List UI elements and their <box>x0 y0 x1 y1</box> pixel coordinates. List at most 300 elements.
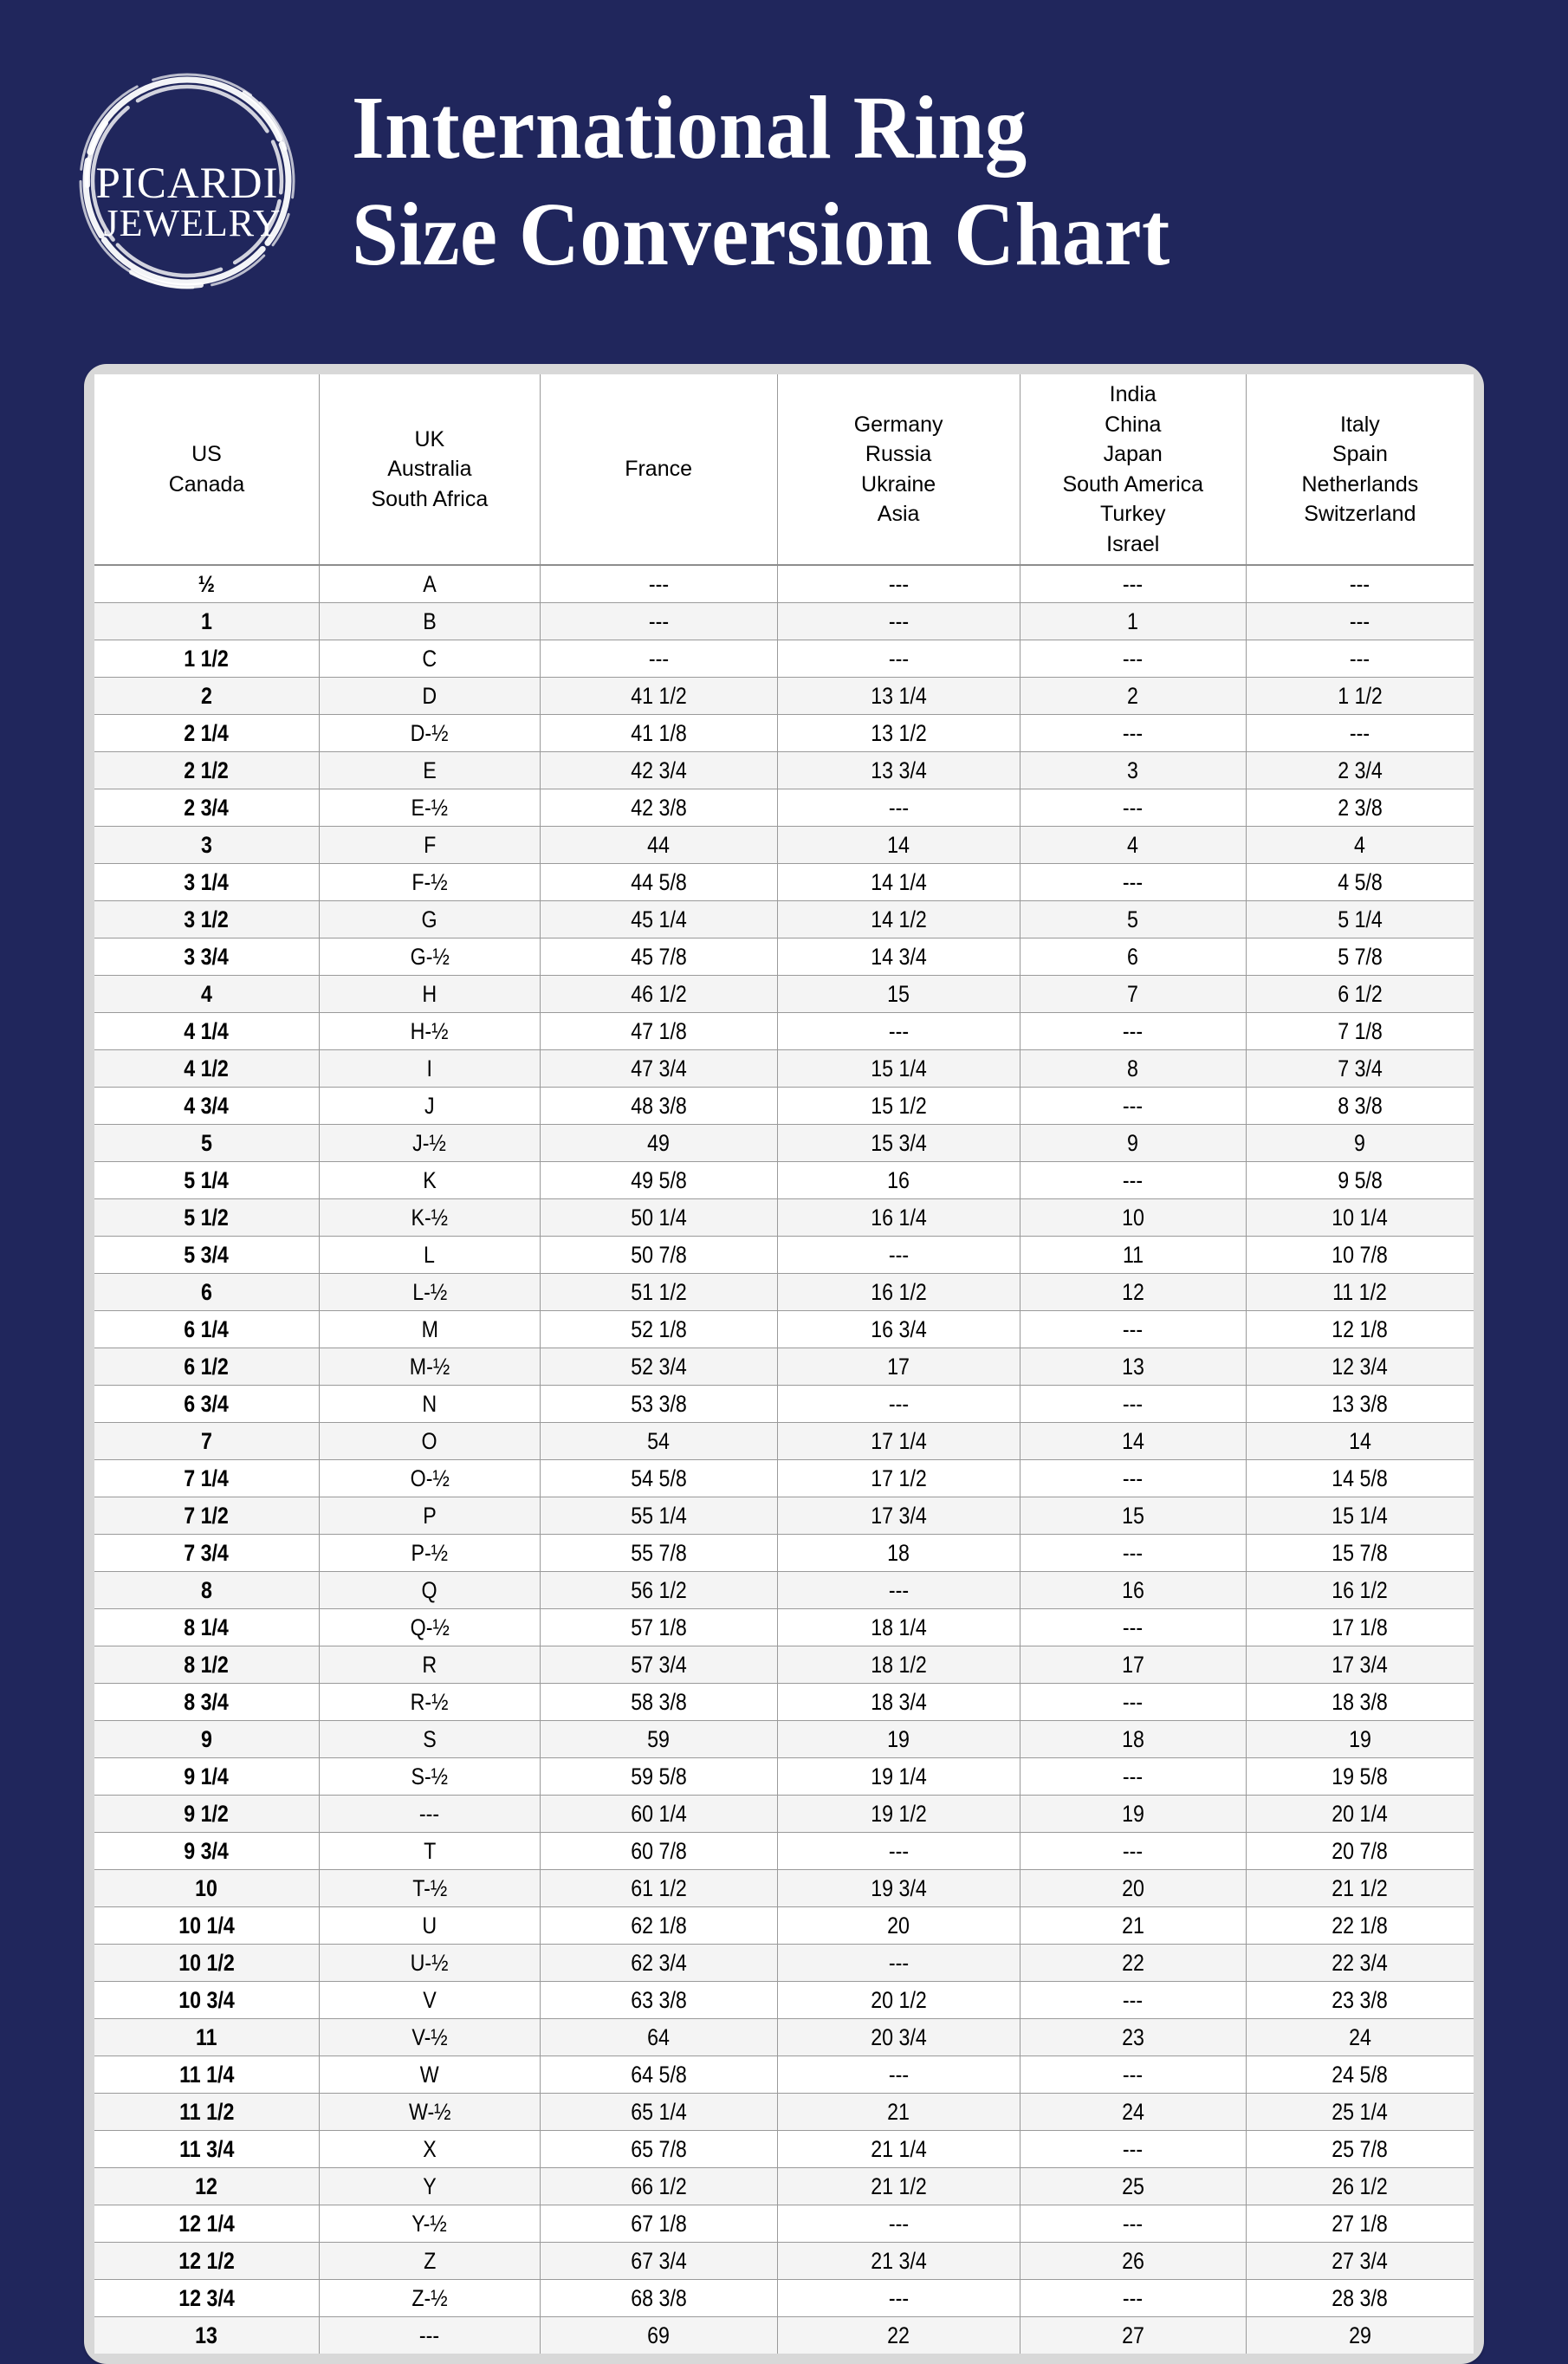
cell-value <box>1246 1796 1474 1833</box>
cell-value <box>777 1460 1020 1497</box>
cell-text: 8 <box>1127 1055 1139 1081</box>
cell-text: 59 5/8 <box>630 1763 687 1789</box>
cell-value <box>319 1386 540 1423</box>
cell-value <box>319 864 540 901</box>
cell-text: 15 7/8 <box>1332 1539 1389 1566</box>
cell-value <box>319 1646 540 1684</box>
cell-value <box>777 1646 1020 1684</box>
cell-text: 18 1/4 <box>870 1614 927 1640</box>
cell-value <box>1246 1386 1474 1423</box>
cell-text: P <box>423 1502 437 1529</box>
cell-us-size <box>94 1237 319 1274</box>
cell-us-size <box>94 565 319 603</box>
table-row <box>94 1497 1474 1535</box>
ring-size-conversion-table <box>94 374 1474 2354</box>
cell-text: 24 <box>1348 2023 1371 2050</box>
cell-value <box>1246 789 1474 827</box>
cell-value <box>777 1535 1020 1572</box>
cell-text: S <box>423 1725 437 1752</box>
cell-text: K <box>423 1166 437 1193</box>
cell-text: 12 1/2 <box>178 2247 235 2274</box>
cell-text: 41 1/8 <box>630 719 687 746</box>
column-header-line: Israel <box>1106 531 1160 556</box>
cell-value <box>1020 1274 1246 1311</box>
table-row <box>94 1423 1474 1460</box>
cell-text: 12 3/4 <box>1332 1353 1389 1380</box>
cell-value <box>1020 1162 1246 1199</box>
cell-value <box>777 2131 1020 2168</box>
cell-value <box>777 2205 1020 2243</box>
cell-text: --- <box>1350 719 1370 746</box>
column-header-line: Ukraine <box>861 471 936 497</box>
column-header-line: Japan <box>1103 442 1163 466</box>
cell-text: 45 7/8 <box>630 943 687 970</box>
column-header-line: Spain <box>1332 442 1388 466</box>
cell-text: 46 1/2 <box>630 980 687 1007</box>
table-header-row <box>94 374 1474 565</box>
cell-text: 9 <box>1127 1129 1139 1156</box>
cell-text: M <box>421 1315 438 1342</box>
cell-text: 50 7/8 <box>630 1241 687 1268</box>
cell-text: 19 <box>1121 1800 1144 1827</box>
table-row <box>94 678 1474 715</box>
cell-text: V-½ <box>411 2023 448 2050</box>
cell-value <box>319 1125 540 1162</box>
cell-text: Z-½ <box>411 2284 448 2311</box>
cell-value <box>1020 1497 1246 1535</box>
cell-text: 16 3/4 <box>870 1315 927 1342</box>
cell-text: --- <box>1123 2210 1144 2237</box>
cell-value <box>319 1013 540 1050</box>
cell-value <box>540 1013 777 1050</box>
cell-text: T-½ <box>411 1874 447 1901</box>
cell-value <box>777 2243 1020 2280</box>
cell-value <box>777 1609 1020 1646</box>
cell-text: 14 1/2 <box>870 906 927 932</box>
table-row <box>94 1013 1474 1050</box>
cell-text: --- <box>1350 570 1370 597</box>
cell-text: 13 1/4 <box>870 682 927 709</box>
conversion-table-card <box>84 364 1484 2364</box>
cell-text: 19 <box>887 1725 910 1752</box>
cell-value <box>319 1535 540 1572</box>
column-header-line: Switzerland <box>1304 502 1416 526</box>
cell-value <box>540 752 777 789</box>
cell-value <box>1020 976 1246 1013</box>
cell-value <box>540 938 777 976</box>
cell-us-size <box>94 1907 319 1945</box>
cell-text: 45 1/4 <box>630 906 687 932</box>
cell-value <box>319 2280 540 2317</box>
cell-value <box>1020 1050 1246 1088</box>
cell-text: 19 3/4 <box>870 1874 927 1901</box>
cell-value <box>1020 864 1246 901</box>
cell-value <box>1020 1013 1246 1050</box>
cell-value <box>540 1758 777 1796</box>
cell-text: 12 <box>195 2172 218 2199</box>
cell-text: 41 1/2 <box>630 682 687 709</box>
cell-text: 9 5/8 <box>1338 1166 1383 1193</box>
cell-value <box>540 1870 777 1907</box>
cell-value <box>1020 1907 1246 1945</box>
cell-value <box>777 1013 1020 1050</box>
page-title-line-2: Size Conversion Chart <box>352 185 1170 284</box>
cell-value <box>319 2019 540 2056</box>
table-body <box>94 565 1474 2354</box>
cell-text: 16 <box>887 1166 910 1193</box>
cell-value <box>540 1274 777 1311</box>
cell-text: 7 3/4 <box>1338 1055 1383 1081</box>
cell-value <box>319 1758 540 1796</box>
cell-value <box>1020 1311 1246 1348</box>
cell-text: L-½ <box>411 1278 447 1305</box>
cell-value <box>540 1572 777 1609</box>
cell-text: 48 3/8 <box>630 1092 687 1119</box>
cell-text: 7 <box>201 1427 212 1454</box>
cell-text: 64 5/8 <box>630 2061 687 2088</box>
cell-text: --- <box>1123 1017 1144 1044</box>
cell-value <box>1246 1013 1474 1050</box>
cell-value <box>777 976 1020 1013</box>
cell-text: 16 1/2 <box>870 1278 927 1305</box>
table-row <box>94 1684 1474 1721</box>
cell-value <box>777 938 1020 976</box>
cell-text: --- <box>1123 1465 1144 1491</box>
cell-text: 7 1/4 <box>184 1465 230 1491</box>
cell-text: 17 3/4 <box>870 1502 927 1529</box>
cell-text: 17 1/2 <box>870 1465 927 1491</box>
cell-value <box>1246 1274 1474 1311</box>
table-row <box>94 2019 1474 2056</box>
cell-value <box>777 640 1020 678</box>
table-row <box>94 715 1474 752</box>
cell-text: 22 1/8 <box>1332 1912 1389 1939</box>
cell-text: L <box>424 1241 436 1268</box>
cell-value <box>1020 1348 1246 1386</box>
cell-text: G-½ <box>410 943 450 970</box>
cell-value <box>1020 938 1246 976</box>
table-row <box>94 1348 1474 1386</box>
cell-value <box>540 2280 777 2317</box>
cell-text: 1 <box>1127 607 1139 634</box>
cell-value <box>1020 2019 1246 2056</box>
cell-value <box>1020 1646 1246 1684</box>
cell-text: 20 <box>1121 1874 1144 1901</box>
cell-text: K-½ <box>411 1204 449 1231</box>
cell-text: 9 1/2 <box>184 1800 230 1827</box>
cell-us-size <box>94 1572 319 1609</box>
table-row <box>94 1646 1474 1684</box>
table-row <box>94 827 1474 864</box>
cell-value <box>319 565 540 603</box>
cell-text: --- <box>888 1837 909 1864</box>
cell-text: 19 1/2 <box>870 1800 927 1827</box>
cell-value <box>777 1348 1020 1386</box>
cell-text: 56 1/2 <box>630 1576 687 1603</box>
cell-text: 5 <box>1127 906 1139 932</box>
picardi-jewelry-logo <box>71 66 303 298</box>
cell-text: X <box>423 2135 437 2162</box>
cell-text: 64 <box>647 2023 671 2050</box>
cell-text: 18 3/8 <box>1332 1688 1389 1715</box>
cell-value <box>1246 1125 1474 1162</box>
page-header <box>36 0 1532 364</box>
cell-us-size <box>94 1609 319 1646</box>
cell-value <box>777 901 1020 938</box>
cell-value <box>777 1758 1020 1796</box>
cell-value <box>540 901 777 938</box>
table-row <box>94 1125 1474 1162</box>
cell-value <box>777 1796 1020 1833</box>
cell-text: --- <box>888 570 909 597</box>
cell-value <box>777 678 1020 715</box>
cell-text: 8 3/8 <box>1338 1092 1383 1119</box>
cell-text: 57 1/8 <box>630 1614 687 1640</box>
cell-text: H <box>422 980 437 1007</box>
table-row <box>94 2280 1474 2317</box>
cell-text: 18 <box>887 1539 910 1566</box>
cell-text: 49 5/8 <box>630 1166 687 1193</box>
cell-text: 2 <box>1127 682 1139 709</box>
cell-text: 21 1/2 <box>870 2172 927 2199</box>
cell-us-size <box>94 1274 319 1311</box>
cell-value <box>1246 864 1474 901</box>
cell-value <box>540 1907 777 1945</box>
cell-text: 3 <box>201 831 212 858</box>
cell-value <box>540 1199 777 1237</box>
cell-value <box>319 640 540 678</box>
cell-value <box>777 1870 1020 1907</box>
cell-value <box>1246 1833 1474 1870</box>
cell-text: 10 3/4 <box>178 1986 235 2013</box>
cell-value <box>319 2056 540 2094</box>
table-row <box>94 938 1474 976</box>
cell-us-size <box>94 1982 319 2019</box>
cell-value <box>1020 2131 1246 2168</box>
cell-value <box>777 1237 1020 1274</box>
cell-value <box>1246 752 1474 789</box>
cell-value <box>319 1274 540 1311</box>
cell-value <box>777 715 1020 752</box>
cell-text: 4 <box>1354 831 1366 858</box>
cell-text: 25 1/4 <box>1332 2098 1389 2125</box>
cell-us-size <box>94 1833 319 1870</box>
cell-text: 11 3/4 <box>178 2135 235 2162</box>
cell-us-size <box>94 715 319 752</box>
table-row <box>94 864 1474 901</box>
cell-text: 15 1/2 <box>870 1092 927 1119</box>
table-row <box>94 901 1474 938</box>
cell-text: 60 7/8 <box>630 1837 687 1864</box>
cell-value <box>1020 1721 1246 1758</box>
cell-text: 2 3/4 <box>1338 757 1383 783</box>
cell-value <box>777 752 1020 789</box>
cell-text: 49 <box>647 1129 671 1156</box>
cell-us-size <box>94 1721 319 1758</box>
table-row <box>94 1758 1474 1796</box>
cell-us-size <box>94 789 319 827</box>
cell-value <box>540 603 777 640</box>
cell-value <box>540 1386 777 1423</box>
cell-value <box>540 2131 777 2168</box>
cell-value <box>540 2317 777 2354</box>
cell-text: H-½ <box>410 1017 449 1044</box>
cell-us-size <box>94 1684 319 1721</box>
cell-text: R <box>422 1651 437 1678</box>
cell-text: 20 3/4 <box>870 2023 927 2050</box>
cell-text: R-½ <box>410 1688 449 1715</box>
cell-value <box>540 1982 777 2019</box>
cell-text: 10 <box>195 1874 218 1901</box>
cell-text: 18 1/2 <box>870 1651 927 1678</box>
cell-value <box>777 2094 1020 2131</box>
cell-us-size <box>94 1870 319 1907</box>
table-row <box>94 1199 1474 1237</box>
cell-text: 11 1/2 <box>1332 1278 1388 1305</box>
cell-value <box>777 2317 1020 2354</box>
cell-value <box>1246 1870 1474 1907</box>
cell-text: 11 <box>1122 1241 1144 1268</box>
cell-us-size <box>94 678 319 715</box>
cell-us-size <box>94 1758 319 1796</box>
cell-value <box>777 827 1020 864</box>
cell-value <box>777 565 1020 603</box>
table-row <box>94 603 1474 640</box>
cell-value <box>319 1237 540 1274</box>
cell-text: M-½ <box>409 1353 450 1380</box>
cell-value <box>319 678 540 715</box>
cell-text: 25 <box>1121 2172 1144 2199</box>
cell-text: 14 <box>1121 1427 1144 1454</box>
cell-value <box>777 1572 1020 1609</box>
cell-value <box>540 1088 777 1125</box>
cell-text: 27 <box>1121 2322 1144 2348</box>
table-row <box>94 752 1474 789</box>
cell-text: 69 <box>647 2322 671 2348</box>
cell-value <box>319 603 540 640</box>
cell-text: 1 1/2 <box>1338 682 1383 709</box>
cell-text: --- <box>1123 794 1144 821</box>
cell-text: 21 <box>1121 1912 1144 1939</box>
cell-us-size <box>94 1311 319 1348</box>
cell-value <box>319 1199 540 1237</box>
cell-value <box>1246 2131 1474 2168</box>
cell-text: V <box>423 1986 437 2013</box>
cell-text: 62 3/4 <box>630 1949 687 1976</box>
cell-text: 17 1/8 <box>1332 1614 1389 1640</box>
cell-us-size <box>94 1088 319 1125</box>
column-header-4 <box>1020 374 1246 565</box>
cell-text: 2 1/2 <box>184 757 230 783</box>
cell-value <box>1020 2168 1246 2205</box>
cell-text: 1 <box>201 607 212 634</box>
column-header-line: India <box>1109 382 1157 406</box>
cell-value <box>777 1162 1020 1199</box>
cell-value <box>777 1125 1020 1162</box>
cell-text: --- <box>648 570 669 597</box>
cell-text: 51 1/2 <box>630 1278 687 1305</box>
cell-text: 25 7/8 <box>1332 2135 1389 2162</box>
cell-text: 7 <box>1127 980 1139 1007</box>
cell-text: --- <box>1123 1614 1144 1640</box>
cell-us-size <box>94 864 319 901</box>
cell-text: 6 1/2 <box>1338 980 1383 1007</box>
cell-value <box>1246 1646 1474 1684</box>
cell-text: 63 3/8 <box>630 1986 687 2013</box>
cell-text: 4 1/2 <box>184 1055 230 1081</box>
cell-text: T <box>423 1837 436 1864</box>
page-title <box>352 75 1232 288</box>
cell-text: 23 3/8 <box>1332 1986 1389 2013</box>
cell-text: 52 1/8 <box>630 1315 687 1342</box>
logo-wordmark-secondary: JEWELRY <box>103 202 282 244</box>
cell-text: F-½ <box>411 868 448 895</box>
page-title-line-1: International Ring <box>352 78 1027 179</box>
cell-us-size <box>94 2317 319 2354</box>
table-row <box>94 1460 1474 1497</box>
cell-value <box>319 827 540 864</box>
cell-text: 10 1/2 <box>178 1949 235 1976</box>
cell-text: --- <box>888 2284 909 2311</box>
table-row <box>94 1311 1474 1348</box>
cell-us-size <box>94 1460 319 1497</box>
cell-value <box>1020 2243 1246 2280</box>
cell-text: 62 1/8 <box>630 1912 687 1939</box>
cell-value <box>319 1460 540 1497</box>
cell-text: 9 <box>1354 1129 1366 1156</box>
cell-value <box>540 1796 777 1833</box>
cell-value <box>777 603 1020 640</box>
cell-value <box>1020 1237 1246 1274</box>
cell-value <box>1020 2056 1246 2094</box>
cell-value <box>1020 1758 1246 1796</box>
cell-us-size <box>94 1423 319 1460</box>
cell-value <box>777 2019 1020 2056</box>
cell-value <box>540 2205 777 2243</box>
cell-value <box>319 1982 540 2019</box>
cell-value <box>319 1423 540 1460</box>
cell-text: 8 3/4 <box>184 1688 230 1715</box>
cell-text: 16 1/4 <box>870 1204 927 1231</box>
cell-text: --- <box>419 1800 440 1827</box>
cell-value <box>540 1162 777 1199</box>
table-row <box>94 789 1474 827</box>
cell-text: 12 3/4 <box>178 2284 235 2311</box>
cell-text: Q-½ <box>410 1614 450 1640</box>
cell-text: I <box>426 1055 433 1081</box>
table-row <box>94 2243 1474 2280</box>
cell-value <box>319 2243 540 2280</box>
cell-value <box>777 1497 1020 1535</box>
cell-text: 28 3/8 <box>1332 2284 1389 2311</box>
table-header <box>94 374 1474 565</box>
table-row <box>94 1721 1474 1758</box>
column-header-3 <box>777 374 1020 565</box>
cell-text: --- <box>888 1576 909 1603</box>
cell-us-size <box>94 1386 319 1423</box>
cell-value <box>319 901 540 938</box>
cell-value <box>1246 1237 1474 1274</box>
cell-us-size <box>94 938 319 976</box>
cell-text: 10 <box>1121 1204 1144 1231</box>
cell-text: E <box>423 757 437 783</box>
cell-value <box>777 864 1020 901</box>
cell-us-size <box>94 752 319 789</box>
cell-value <box>1246 1609 1474 1646</box>
cell-value <box>319 1162 540 1199</box>
cell-text: 8 <box>201 1576 212 1603</box>
cell-value <box>540 1125 777 1162</box>
